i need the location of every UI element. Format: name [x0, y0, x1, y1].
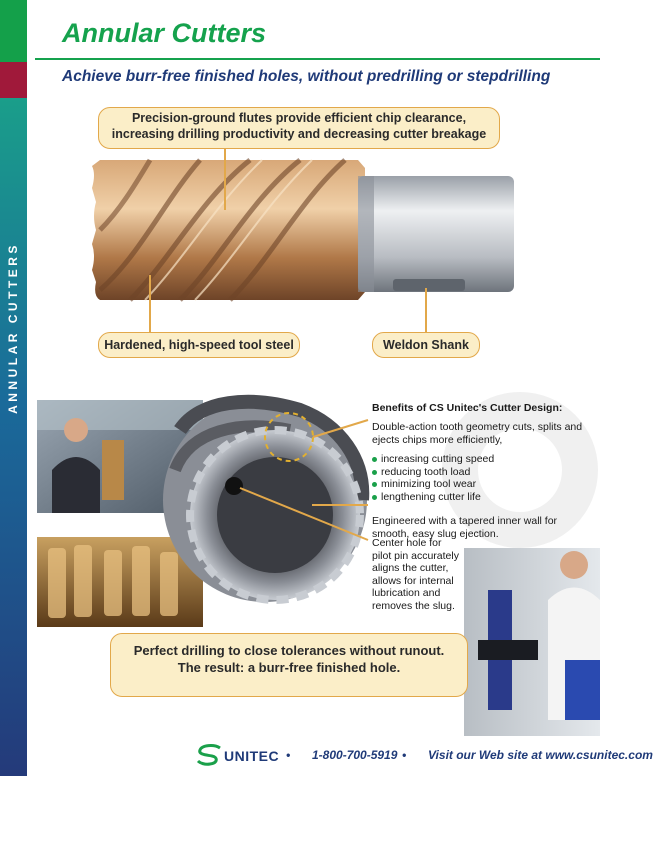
sidebar-section-label: ANNULAR CUTTERS	[6, 242, 20, 414]
cutter-end-view	[163, 398, 367, 602]
page-title: Annular Cutters	[62, 18, 267, 48]
callout-perfect-line1: Perfect drilling to close tolerances without runout.	[133, 643, 445, 658]
list-item: lengthening cutter life	[372, 491, 594, 504]
center-hole-text: Center hole for pilot pin accurately aligns the cutter, allows for internal lubrication and removes the slug.	[372, 537, 459, 612]
footer-bullet: •	[286, 748, 291, 762]
callout-flutes-line1: Precision-ground flutes provide efficient chip clearance,	[131, 111, 467, 125]
list-item: increasing cutting speed	[372, 453, 594, 466]
footer-phone: 1-800-700-5919	[312, 748, 398, 762]
cutter-image	[92, 160, 514, 300]
footer	[100, 738, 653, 768]
company-logo: UNITEC	[224, 748, 280, 764]
footer-website: Visit our Web site at www.csunitec.com	[428, 748, 653, 762]
benefits-intro: Double-action tooth geometry cuts, splits and ejects chips more efficiently,	[372, 421, 583, 446]
benefits-tapered: Engineered with a tapered inner wall for smooth, easy slug ejection.	[372, 515, 558, 540]
page-number: 54	[4, 843, 16, 854]
callout-perfect-line2: The result: a burr-free finished hole.	[177, 660, 401, 675]
list-item: reducing tooth load	[372, 466, 594, 479]
benefits-title: Benefits of CS Unitec's Cutter Design:	[372, 402, 563, 414]
callout-flutes	[98, 107, 500, 149]
callout-flutes-line2: increasing drilling productivity and decreasing cutter breakage	[111, 127, 487, 141]
list-item: minimizing tool wear	[372, 478, 594, 491]
callout-perfect-drilling	[110, 633, 468, 697]
callout-steel: Hardened, high-speed tool steel	[98, 332, 300, 358]
benefits-list	[372, 453, 594, 503]
callout-weldon-shank: Weldon Shank	[372, 332, 480, 358]
footer-bullet: •	[402, 748, 407, 762]
benefits-panel	[372, 402, 594, 547]
cs-logo-icon	[196, 744, 224, 766]
page-subtitle: Achieve burr-free finished holes, without predrilling or stepdrilling	[62, 68, 551, 85]
